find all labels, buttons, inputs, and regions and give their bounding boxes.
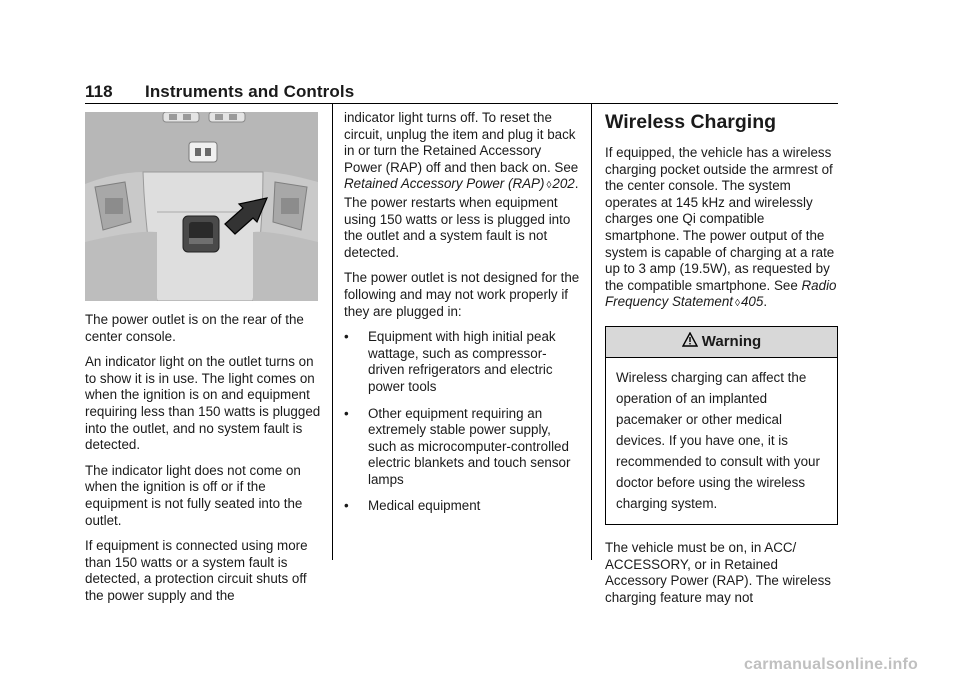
column-divider-1 bbox=[332, 104, 333, 560]
bullet-icon: • bbox=[344, 405, 349, 421]
warning-text: Wireless charging can affect the operation of an implanted pacemaker or other medical devices. If you have one, it is recommended to consult with your doctor before using the wireless charging system. bbox=[616, 369, 820, 511]
paragraph: An indicator light on the outlet turns on to show it is in use. The light comes on when the ignition is on and equipment requiring less than 150 watts is plugged into the outlet, and no system fault is detected. bbox=[85, 354, 321, 453]
page-title: Instruments and Controls bbox=[145, 82, 355, 101]
paragraph: indicator light turns off. To reset the circuit, unplug the item and plug it back in or turn the Retained Accessory Power (RAP) off and then back on. See Retained Accessory Power (RAP) ◊202. The power restarts when equipment using 150 watts or less is plugged into the outlet and a system fault is not detected. bbox=[344, 110, 579, 260]
bullet-list bbox=[344, 329, 580, 515]
middle-column bbox=[344, 110, 580, 525]
page-number: 118 bbox=[85, 82, 113, 101]
warning-icon bbox=[682, 332, 698, 352]
left-column bbox=[85, 312, 323, 614]
list-item: • Other equipment requiring an extremely stable power supply, such as microcomputer-controlled electric blankets and touch sensor lamps bbox=[344, 405, 571, 487]
paragraph: The power outlet is not designed for the following and may not work properly if they are plugged in: bbox=[344, 270, 580, 319]
bullet-icon: • bbox=[344, 498, 349, 514]
paragraph: If equipment is connected using more than 150 watts or a system fault is detected, a protection circuit shuts off the power supply and the bbox=[85, 538, 308, 603]
paragraph: If equipped, the vehicle has a wireless charging pocket outside the armrest of the center console. The system operates at 145 kHz and wirelessly charges one Qi compatible smartphone. The power output of the system is capable of charging at a rate up to 3 amp (19.5W), as requested by the compatible smartphone. See Radio Frequency Statement ◊405. bbox=[605, 145, 837, 310]
paragraph: The power outlet is on the rear of the center console. bbox=[85, 312, 304, 344]
page-ref-number[interactable]: 202 bbox=[552, 176, 575, 192]
page-ref-number[interactable]: 405 bbox=[740, 294, 764, 310]
watermark: carmanualsonline.info bbox=[744, 656, 919, 673]
cross-reference-link[interactable]: Radio Frequency Statement bbox=[605, 277, 837, 310]
section-title: Wireless Charging bbox=[605, 111, 777, 133]
bullet-icon: • bbox=[344, 329, 349, 345]
page-ref-icon: ◊ bbox=[546, 180, 552, 192]
warning-header bbox=[606, 327, 837, 358]
column-divider-2 bbox=[591, 104, 592, 560]
warning-title: Warning bbox=[701, 332, 762, 350]
page-ref-icon: ◊ bbox=[735, 298, 740, 310]
paragraph: The vehicle must be on, in ACC/ ACCESSORY, or in Retained Accessory Power (RAP). The wireless charging feature may not bbox=[605, 539, 831, 605]
page-header bbox=[85, 82, 838, 104]
power-outlet-illustration bbox=[85, 112, 318, 301]
warning-box bbox=[605, 326, 838, 525]
paragraph: The indicator light does not come on when the ignition is off or if the equipment is not fully seated into the outlet. bbox=[85, 462, 303, 528]
list-item: • Medical equipment bbox=[344, 498, 481, 514]
right-column bbox=[605, 110, 838, 615]
cross-reference-link[interactable]: Retained Accessory Power (RAP) bbox=[344, 176, 545, 192]
header-rule bbox=[85, 103, 838, 104]
list-item: • Equipment with high initial peak wattage, such as compressor-driven refrigerators and electric power tools bbox=[344, 329, 556, 394]
